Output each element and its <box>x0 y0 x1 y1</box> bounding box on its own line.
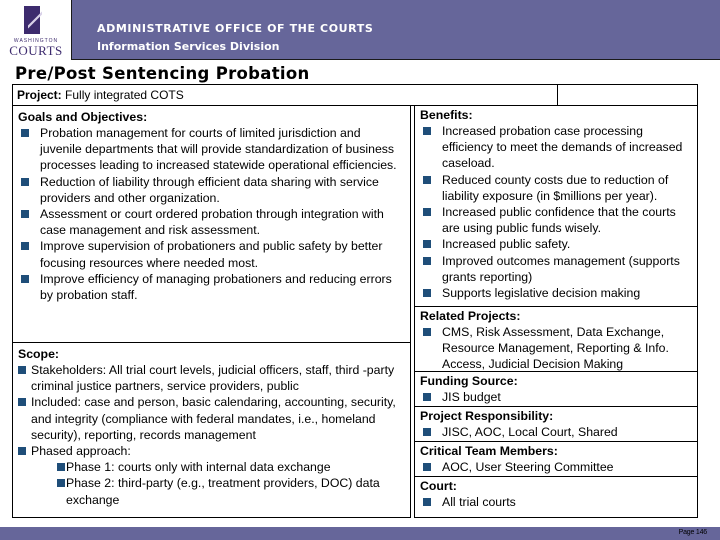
square-bullet-icon <box>423 240 431 248</box>
square-bullet-icon <box>423 176 431 184</box>
square-bullet-icon <box>21 210 29 218</box>
square-bullet-icon <box>423 428 431 436</box>
critical-team-box <box>414 441 698 477</box>
washington-courts-logo <box>0 0 72 60</box>
square-bullet-icon <box>21 242 29 250</box>
list-item: Reduction of liability through efficient data sharing with service providers and other organization. <box>18 174 405 206</box>
square-bullet-icon <box>423 289 431 297</box>
benefits-box <box>414 105 698 307</box>
project-cell <box>13 85 558 105</box>
project-row <box>12 84 698 106</box>
division-title: Information Services Division <box>97 40 280 53</box>
list-item: Included: case and person, basic calendaring, accounting, security, and integrity (compliance with federal mandates, i.e., homeland security), reporting, records management <box>18 394 405 443</box>
goals-heading: Goals and Objectives: <box>18 110 148 124</box>
project-responsibility-box <box>414 406 698 442</box>
list-item: Supports legislative decision making <box>420 285 692 301</box>
page-title: Pre/Post Sentencing Probation <box>15 64 310 83</box>
list-item: Stakeholders: All trial court levels, judicial officers, staff, third -party criminal justice partners, service providers, public <box>18 362 405 394</box>
list-item: All trial courts <box>420 494 692 510</box>
square-bullet-icon <box>18 366 26 374</box>
list-item: JISC, AOC, Local Court, Shared <box>420 424 692 440</box>
sub-list-item: Phase 2: third-party (e.g., treatment providers, DOC) data exchange <box>18 475 405 507</box>
goals-list <box>18 125 405 303</box>
funding-source-list <box>420 389 692 405</box>
logo-courts-text: COURTS <box>9 43 63 58</box>
scope-list <box>18 362 405 508</box>
scope-heading: Scope: <box>18 347 59 361</box>
list-item: Increased public safety. <box>420 236 692 252</box>
list-item: Probation management for courts of limited jurisdiction and juvenile departments that will provide standardization of business processes leading to increased statewide operational efficiencies. <box>18 125 405 174</box>
square-bullet-icon <box>21 178 29 186</box>
logo-mark-icon <box>24 6 40 34</box>
funding-source-heading: Funding Source: <box>420 374 518 388</box>
square-bullet-icon <box>423 498 431 506</box>
critical-team-heading: Critical Team Members: <box>420 444 558 458</box>
list-item: Assessment or court ordered probation through integration with case management and risk assessment. <box>18 206 405 238</box>
logo-state-text: WASHINGTON <box>13 38 59 44</box>
list-item: Phased approach: <box>18 443 405 459</box>
court-list <box>420 494 692 510</box>
list-item: Increased public confidence that the courts are using public funds wisely. <box>420 204 692 236</box>
project-label: Project: <box>17 88 62 102</box>
goals-box <box>12 105 411 343</box>
list-item: Increased probation case processing efficiency to meet the demands of increased caseload. <box>420 123 692 172</box>
list-item: CMS, Risk Assessment, Data Exchange, Resource Management, Reporting & Info. Access, Judicial Decision Making <box>420 324 692 373</box>
square-bullet-icon <box>21 129 29 137</box>
related-projects-heading: Related Projects: <box>420 309 521 323</box>
square-bullet-icon <box>57 479 65 487</box>
square-bullet-icon <box>423 328 431 336</box>
list-item: Reduced county costs due to reduction of liability exposure (in $millions per year). <box>420 172 692 204</box>
footer-banner <box>0 527 720 540</box>
list-item: AOC, User Steering Committee <box>420 459 692 475</box>
square-bullet-icon <box>423 127 431 135</box>
sub-list-item: Phase 1: courts only with internal data exchange <box>18 459 405 475</box>
square-bullet-icon <box>423 463 431 471</box>
square-bullet-icon <box>423 208 431 216</box>
square-bullet-icon <box>21 275 29 283</box>
funding-source-box <box>414 371 698 407</box>
benefits-list <box>420 123 692 301</box>
square-bullet-icon <box>423 257 431 265</box>
list-item: JIS budget <box>420 389 692 405</box>
office-title: ADMINISTRATIVE OFFICE OF THE COURTS <box>97 22 374 35</box>
square-bullet-icon <box>18 447 26 455</box>
list-item: Improve supervision of probationers and public safety by better focusing resources where needed most. <box>18 238 405 270</box>
page-number: Page 146 <box>678 529 707 536</box>
list-item: Improved outcomes management (supports grants reporting) <box>420 253 692 285</box>
related-projects-box <box>414 306 698 372</box>
benefits-heading: Benefits: <box>420 108 473 122</box>
square-bullet-icon <box>57 463 65 471</box>
project-responsibility-list <box>420 424 692 440</box>
related-projects-list <box>420 324 692 373</box>
scope-box <box>12 342 411 518</box>
project-value: Fully integrated COTS <box>61 88 184 102</box>
project-responsibility-heading: Project Responsibility: <box>420 409 554 423</box>
critical-team-list <box>420 459 692 475</box>
list-item: Improve efficiency of managing probationers and reducing errors by probation staff. <box>18 271 405 303</box>
court-heading: Court: <box>420 479 457 493</box>
court-box <box>414 476 698 518</box>
square-bullet-icon <box>18 398 26 406</box>
square-bullet-icon <box>423 393 431 401</box>
header-banner <box>0 0 720 60</box>
